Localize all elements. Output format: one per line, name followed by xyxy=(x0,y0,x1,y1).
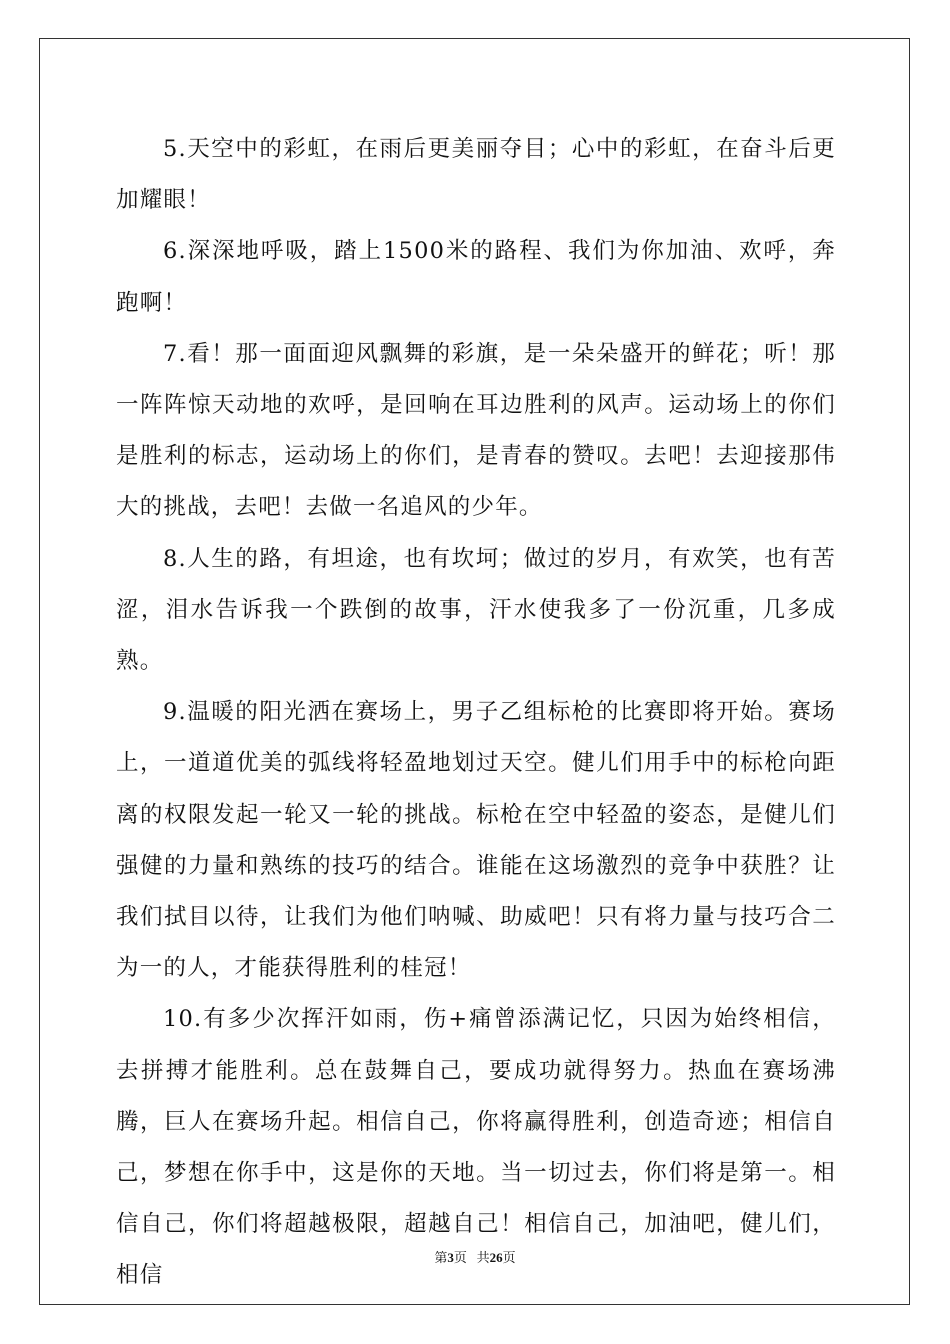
paragraph-8: 8.人生的路，有坦途，也有坎坷；做过的岁月，有欢笑，也有苦涩，泪水告诉我一个跌倒的故事，汗水使我多了一份沉重，几多成熟。 xyxy=(116,545,836,675)
page-suffix: 页 xyxy=(453,1250,467,1265)
page-prefix: 第 xyxy=(434,1250,448,1265)
paragraph-7: 7.看！那一面面迎风飘舞的彩旗，是一朵朵盛开的鲜花；听！那一阵阵惊天动地的欢呼，是回响在耳边胜利的风声。运动场上的你们是胜利的标志，运动场上的你们，是青春的赞叹。去吧！去迎接那伟大的挑战，去吧！去做一名追风的少年。 xyxy=(116,340,836,521)
total-pages: 26 xyxy=(489,1250,503,1265)
paragraph-9: 9.温暖的阳光洒在赛场上，男子乙组标枪的比赛即将开始。赛场上，一道道优美的弧线将轻盈地划过天空。健儿们用手中的标枪向距离的权限发起一轮又一轮的挑战。标枪在空中轻盈的姿态，是健儿们强健的力量和熟练的技巧的结合。谁能在这场激烈的竞争中获胜？让我们拭目以待，让我们为他们呐喊、助威吧！只有将力量与技巧合二为一的人，才能获得胜利的桂冠！ xyxy=(116,699,836,982)
document-body xyxy=(116,124,836,1302)
total-prefix: 共 xyxy=(476,1250,490,1265)
page-footer xyxy=(0,1247,950,1266)
total-suffix: 页 xyxy=(502,1250,516,1265)
paragraph-6: 6.深深地呼吸，踏上1500米的路程、我们为你加油、欢呼，奔跑啊！ xyxy=(116,238,836,316)
paragraph-5: 5.天空中的彩虹，在雨后更美丽夺目；心中的彩虹，在奋斗后更加耀眼！ xyxy=(116,136,836,214)
paragraph-10: 10.有多少次挥汗如雨，伤+痛曾添满记忆，只因为始终相信，去拼搏才能胜利。总在鼓舞自己，要成功就得努力。热血在赛场沸腾，巨人在赛场升起。相信自己，你将赢得胜利，创造奇迹；相信自己，梦想在你手中，这是你的天地。当一切过去，你们将是第一。相信自己，你们将超越极限，超越自己！相信自己，加油吧，健儿们，相信 xyxy=(116,1006,836,1289)
page-number: 3 xyxy=(447,1250,454,1265)
